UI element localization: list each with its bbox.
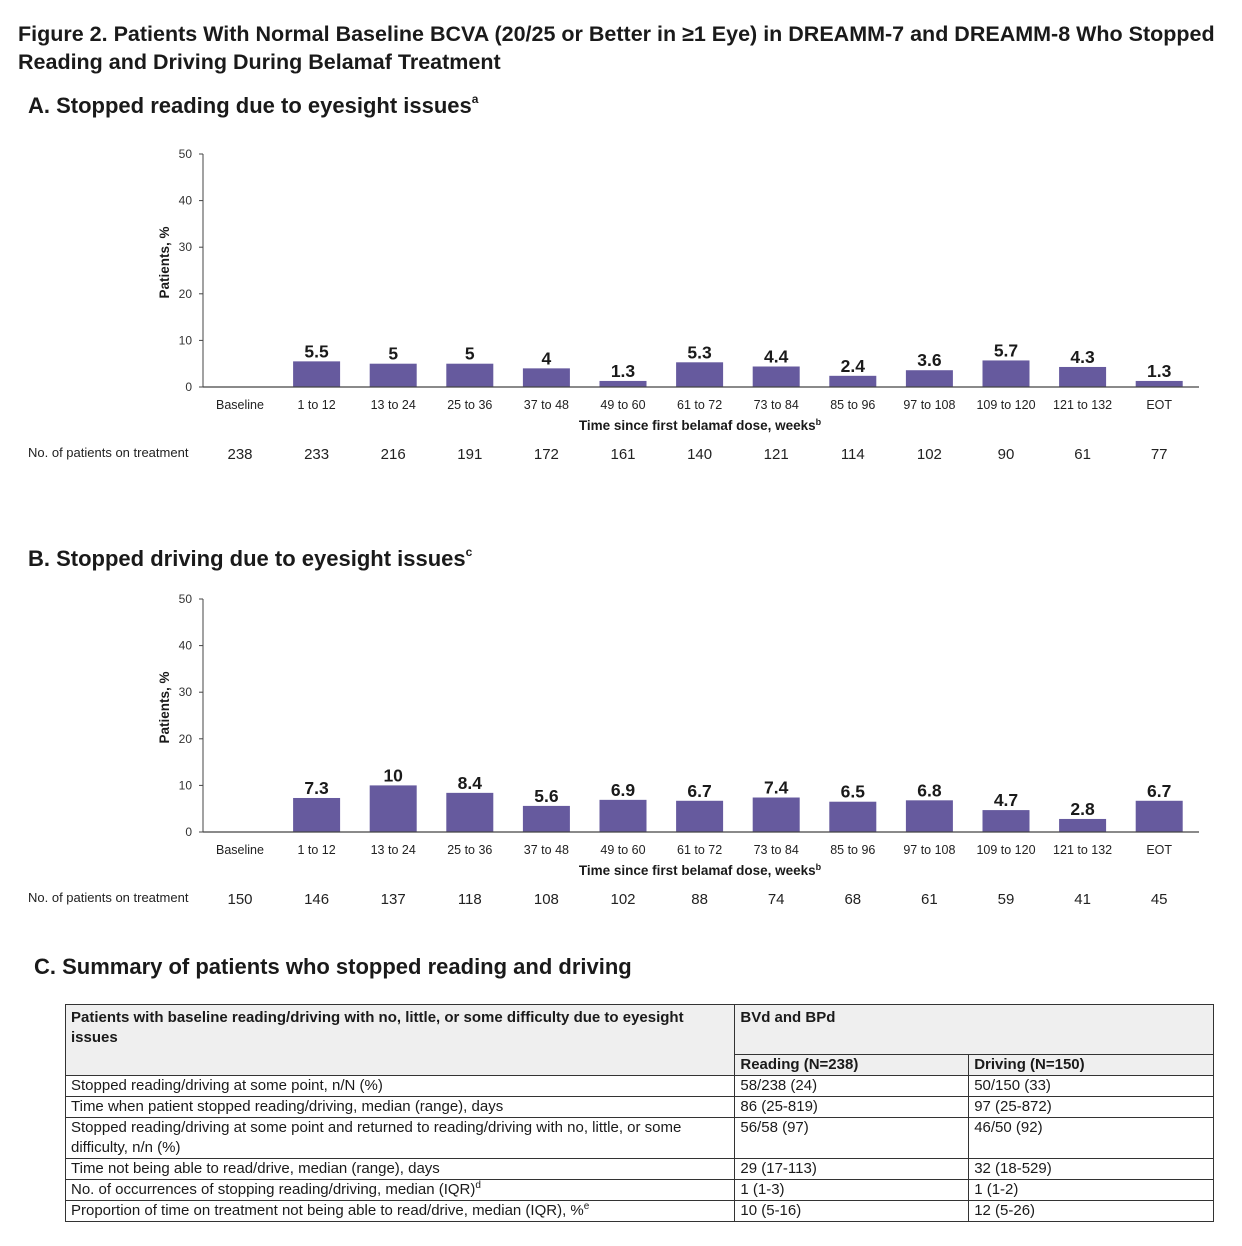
chart-a-y-tick-label: 40: [178, 193, 192, 208]
chart-a-y-tick-label: 30: [178, 240, 192, 255]
table-row: [66, 1118, 1214, 1159]
row-label: [66, 1118, 735, 1159]
chart-b-data-label: 6.5: [840, 781, 865, 802]
chart-a-patients-count: 172: [533, 446, 559, 463]
table-row: [66, 1180, 1214, 1201]
chart-b-data-label: 6.9: [610, 779, 636, 800]
chart-a-patients-count: 191: [457, 446, 483, 463]
chart-a-stopped-reading: [0, 140, 1242, 480]
chart-b-patients-count: 74: [767, 891, 785, 908]
chart-a-bar: [523, 368, 570, 387]
row-label-text: Time when patient stopped reading/driving, median (range), days: [71, 1098, 504, 1115]
chart-b-patients-count: 150: [227, 891, 253, 908]
chart-a-bar: [906, 370, 953, 387]
chart-b-patients-count: 108: [533, 891, 559, 908]
chart-b-data-label: 6.8: [917, 780, 942, 801]
chart-b-x-tick-label: 61 to 72: [677, 843, 723, 857]
chart-a-x-tick-label: 25 to 36: [447, 398, 493, 412]
table-row: [66, 1076, 1214, 1097]
table-row: [66, 1097, 1214, 1118]
chart-a-x-tick-label: 121 to 132: [1053, 398, 1113, 412]
chart-a-data-label: 5: [388, 343, 399, 364]
chart-a-data-label: 4: [541, 348, 552, 369]
chart-b-y-tick-label: 20: [178, 731, 192, 746]
panel-a-title: [28, 93, 478, 119]
row-label: [66, 1097, 735, 1118]
driving-value: 46/50 (92): [969, 1118, 1214, 1159]
chart-b-bar: [1136, 801, 1183, 832]
chart-a-patients-count: 233: [304, 446, 330, 463]
chart-a-patients-count: 77: [1150, 446, 1168, 463]
chart-b-x-tick-label: Baseline: [216, 843, 264, 857]
row-label-footnote: d: [475, 1180, 481, 1191]
row-label-text: Stopped reading/driving at some point, n/N (%): [71, 1077, 383, 1094]
chart-b-patients-count: 137: [380, 891, 406, 908]
panel-a-title-text: A. Stopped reading due to eyesight issues: [28, 93, 472, 118]
row-label-footnote: e: [583, 1201, 590, 1212]
chart-a-data-label: 4.4: [764, 346, 789, 367]
chart-a-x-tick-label: EOT: [1146, 398, 1173, 412]
chart-b-y-tick-label: 30: [178, 685, 192, 700]
chart-a-data-label: 5.3: [687, 342, 712, 363]
chart-a-y-tick-label: 0: [185, 380, 192, 394]
chart-b-bar: [446, 793, 493, 832]
chart-b-patients-count: 102: [610, 891, 636, 908]
chart-b-patients-count: 146: [304, 891, 330, 908]
row-label-text: Time not being able to read/drive, median (range), days: [71, 1160, 440, 1177]
chart-b-data-label: 6.7: [1147, 780, 1172, 801]
chart-b-data-label: 2.8: [1070, 798, 1095, 819]
chart-a-patients-count: 114: [840, 446, 865, 463]
chart-b-patients-row-label: No. of patients on treatment: [28, 890, 189, 905]
chart-a-x-axis-label-text: Time since first belamaf dose, weeks: [578, 418, 816, 433]
chart-b-data-label: 7.3: [304, 777, 329, 798]
chart-b-x-tick-label: 97 to 108: [903, 843, 956, 857]
chart-a-patients-count: 216: [380, 446, 406, 463]
chart-a-x-axis-label-footnote: b: [815, 417, 822, 427]
chart-b-x-tick-label: 109 to 120: [976, 843, 1036, 857]
chart-a-patients-count: 102: [916, 446, 942, 463]
driving-value: 50/150 (33): [969, 1076, 1214, 1097]
chart-b-patients-count: 45: [1150, 891, 1168, 908]
chart-b-bar: [906, 800, 953, 832]
chart-a-x-tick-label: 97 to 108: [903, 398, 956, 412]
row-label-text: Proportion of time on treatment not being able to read/drive, median (IQR), %: [71, 1202, 584, 1219]
reading-value: 58/238 (24): [735, 1076, 969, 1097]
table-body: [66, 1076, 1214, 1222]
panel-b-title-text: B. Stopped driving due to eyesight issues: [28, 546, 466, 571]
panel-a-footnote-marker: a: [471, 91, 479, 106]
chart-a-patients-count: 90: [997, 446, 1015, 463]
chart-b-x-tick-label: 49 to 60: [600, 843, 646, 857]
chart-a-x-tick-label: 49 to 60: [600, 398, 646, 412]
chart-a-x-tick-label: 109 to 120: [976, 398, 1036, 412]
row-label: [66, 1201, 735, 1222]
table-header-row: [66, 1005, 1214, 1055]
panel-b-footnote-marker: c: [465, 544, 473, 559]
chart-b-x-tick-label: 85 to 96: [830, 843, 876, 857]
chart-b-y-axis-label: Patients, %: [157, 671, 172, 744]
chart-b-patients-count: 59: [997, 891, 1015, 908]
row-label-text: Stopped reading/driving at some point and returned to reading/driving with no, little, or some difficulty, n/n (%): [71, 1119, 682, 1156]
chart-a-data-label: 5: [464, 343, 475, 364]
chart-b-y-tick-label: 50: [178, 592, 192, 606]
chart-b-x-tick-label: 1 to 12: [297, 843, 336, 857]
chart-a-data-label: 4.3: [1070, 346, 1095, 367]
chart-b-patients-count: 41: [1074, 891, 1091, 908]
chart-b-bar: [983, 810, 1030, 832]
chart-b-data-label: 4.7: [993, 790, 1019, 811]
table-row: [66, 1159, 1214, 1180]
chart-b-bar: [1059, 819, 1106, 832]
chart-a-patients-count: 140: [687, 446, 713, 463]
chart-b-x-tick-label: EOT: [1146, 843, 1173, 857]
chart-a-patients-row-label: No. of patients on treatment: [28, 445, 189, 460]
chart-b-stopped-driving: [0, 585, 1242, 925]
panel-c-title: C. Summary of patients who stopped reading and driving: [34, 954, 632, 979]
reading-value: 10 (5-16): [735, 1201, 969, 1222]
chart-b-patients-count: 61: [921, 891, 938, 908]
chart-a-bar: [1059, 367, 1106, 387]
chart-a-data-label: 5.5: [304, 341, 329, 362]
chart-a-bar: [370, 364, 417, 387]
chart-b-bar: [370, 785, 417, 832]
chart-a-x-tick-label: Baseline: [216, 398, 264, 412]
row-label-text: No. of occurrences of stopping reading/driving, median (IQR): [71, 1181, 476, 1198]
row-label: [66, 1159, 735, 1180]
summary-table: [65, 1004, 1214, 1222]
reading-value: 1 (1-3): [735, 1180, 969, 1201]
chart-a-data-label: 1.3: [610, 360, 636, 381]
driving-value: 1 (1-2): [969, 1180, 1214, 1201]
driving-value: 12 (5-26): [969, 1201, 1214, 1222]
chart-b-bar: [753, 798, 800, 832]
row-label: [66, 1180, 735, 1201]
panel-b-title: [28, 546, 472, 572]
chart-a-patients-count: 161: [610, 446, 636, 463]
chart-a-data-label: 3.6: [917, 350, 942, 371]
chart-a-data-label: 5.7: [993, 340, 1019, 361]
chart-b-y-tick-label: 40: [178, 638, 192, 653]
table-header-left: Patients with baseline reading/driving with no, little, or some difficulty due to eyesight issues: [66, 1005, 735, 1076]
chart-a-bar: [446, 364, 493, 387]
chart-a-bar: [829, 376, 876, 387]
chart-b-y-tick-label: 10: [178, 778, 192, 793]
chart-a-y-tick-label: 50: [178, 147, 192, 161]
chart-a-y-tick-label: 10: [178, 333, 192, 348]
chart-a-patients-count: 61: [1074, 446, 1091, 463]
column-header-driving: Driving (N=150): [969, 1055, 1214, 1076]
chart-b-x-tick-label: 73 to 84: [753, 843, 799, 857]
chart-b-data-label: 5.6: [534, 785, 559, 806]
chart-b-x-axis-label-footnote: b: [815, 862, 822, 872]
chart-b-data-label: 6.7: [687, 780, 712, 801]
chart-a-bar: [983, 360, 1030, 387]
chart-a-x-axis-label: [579, 417, 822, 433]
chart-b-patients-count: 118: [457, 891, 482, 908]
chart-b-x-tick-label: 13 to 24: [370, 843, 416, 857]
driving-value: 97 (25-872): [969, 1097, 1214, 1118]
column-header-reading: Reading (N=238): [735, 1055, 969, 1076]
chart-b-data-label: 10: [383, 765, 403, 786]
chart-a-y-tick-label: 20: [178, 286, 192, 301]
chart-b-data-label: 8.4: [457, 772, 482, 793]
chart-a-data-label: 1.3: [1147, 360, 1172, 381]
chart-a-y-axis-label: Patients, %: [157, 226, 172, 299]
row-label: [66, 1076, 735, 1097]
chart-a-patients-count: 238: [227, 446, 253, 463]
chart-b-x-axis-label: [579, 862, 822, 878]
reading-value: 29 (17-113): [735, 1159, 969, 1180]
driving-value: 32 (18-529): [969, 1159, 1214, 1180]
chart-a-bar: [600, 381, 647, 387]
chart-a-x-tick-label: 73 to 84: [753, 398, 799, 412]
chart-b-x-tick-label: 37 to 48: [523, 843, 569, 857]
chart-b-patients-count: 88: [691, 891, 708, 908]
chart-b-x-tick-label: 121 to 132: [1053, 843, 1113, 857]
chart-a-x-tick-label: 61 to 72: [677, 398, 723, 412]
chart-a-bar: [676, 362, 723, 387]
figure-title: Figure 2. Patients With Normal Baseline BCVA (20/25 or Better in ≥1 Eye) in DREAMM-7 and DREAMM-8 Who Stopped Reading and Driving During Belamaf Treatment: [18, 22, 1215, 74]
chart-a-bar: [293, 361, 340, 387]
chart-a-x-tick-label: 13 to 24: [370, 398, 416, 412]
table-header-group: BVd and BPd: [735, 1005, 1214, 1055]
chart-b-bar: [676, 801, 723, 832]
chart-a-data-label: 2.4: [840, 355, 865, 376]
chart-b-y-tick-label: 0: [185, 825, 192, 839]
chart-a-bar: [753, 366, 800, 387]
reading-value: 56/58 (97): [735, 1118, 969, 1159]
chart-b-bar: [293, 798, 340, 832]
chart-a-bar: [1136, 381, 1183, 387]
table-row: [66, 1201, 1214, 1222]
chart-a-x-tick-label: 37 to 48: [523, 398, 569, 412]
chart-b-bar: [829, 802, 876, 832]
chart-a-x-tick-label: 85 to 96: [830, 398, 876, 412]
chart-b-x-tick-label: 25 to 36: [447, 843, 493, 857]
chart-b-bar: [523, 806, 570, 832]
chart-b-patients-count: 68: [844, 891, 862, 908]
chart-a-x-tick-label: 1 to 12: [297, 398, 336, 412]
chart-b-data-label: 7.4: [764, 777, 789, 798]
chart-b-x-axis-label-text: Time since first belamaf dose, weeks: [578, 863, 816, 878]
reading-value: 86 (25-819): [735, 1097, 969, 1118]
chart-b-bar: [600, 800, 647, 832]
chart-a-patients-count: 121: [763, 446, 789, 463]
